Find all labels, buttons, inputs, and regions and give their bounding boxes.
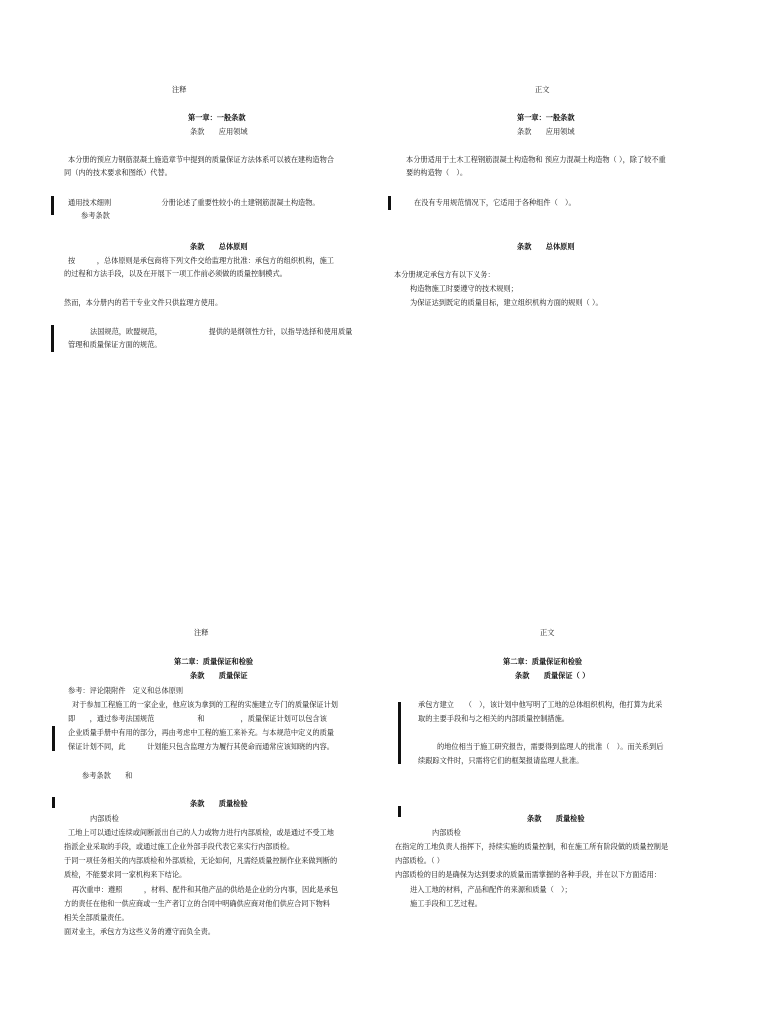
revision-bar bbox=[51, 325, 54, 352]
lower-left-para-3-line-2: 指派企业采取的手段，或通过施工企业外部手段代表它来实行内部质检。 bbox=[64, 842, 295, 851]
lower-right-para-2-line-1: 的地位相当于施工研究报告，需要得到监理人的批准（ ）。而关系到后 bbox=[437, 742, 664, 751]
revision-bar bbox=[52, 726, 55, 751]
lower-right-bullet-2: 施工手段和工艺过程。 bbox=[410, 899, 482, 908]
upper-right-header: 正文 bbox=[535, 85, 550, 94]
lower-right-para-3-line-2: 内部质检。（ ） bbox=[395, 856, 444, 865]
lower-right-sub-heading-internal-inspection: 内部质检 bbox=[432, 828, 461, 837]
upper-left-clause-general-principles: 条款 总体原则 bbox=[190, 242, 248, 251]
lower-right-para-3-line-1: 在指定的工地负责人指挥下，持续实施的质量控制，和在施工所有阶段做的质量控制是 bbox=[395, 842, 669, 851]
upper-left-para-5-line-1: 法国规范，欧盟规范， 提供的是纲领性方针，以指导选择和使用质量 bbox=[90, 327, 353, 336]
upper-left-para-1-line-1: 本分册的预应力钢筋混凝土施造章节中提到的质量保证方法体系可以被在建构造物合 bbox=[68, 155, 334, 164]
lower-right-bullet-1: 进入工地的材料，产品和配件的来源和质量（ ）； bbox=[410, 885, 572, 894]
lower-left-para-1-line-4: 保证计划不同，此 计划能只包含监理方为履行其使命而通常应该知晓的内容。 bbox=[68, 742, 334, 751]
upper-left-para-1-line-2: 同（内的技术要求和图纸）代替。 bbox=[64, 168, 172, 177]
lower-left-para-5-line-1: 再次重申：遵照 ，材料、配件和其他产品的供给是企业的分内事，因此是承包 bbox=[72, 885, 338, 894]
lower-left-header: 注释 bbox=[194, 628, 209, 637]
lower-left-reference-line: 参考：评论限附件 定义和总体原则 bbox=[68, 686, 184, 695]
upper-right-clause-application: 条款 应用领域 bbox=[517, 127, 575, 136]
revision-bar bbox=[388, 196, 391, 210]
upper-right-para-2: 在没有专用规范情况下，它适用于各种组件（ ）。 bbox=[414, 198, 576, 207]
revision-bar bbox=[398, 806, 401, 817]
upper-right-clause-general-principles: 条款 总体原则 bbox=[517, 242, 575, 251]
lower-left-chapter-title: 第二章：质量保证和检验 bbox=[174, 657, 254, 666]
lower-left-sub-heading-internal-inspection: 内部质检 bbox=[90, 814, 119, 823]
lower-right-para-1-line-2: 取的主要手段和与之相关的内部质量控制措施。 bbox=[418, 714, 569, 723]
lower-right-para-4: 内部质检的目的是确保为达到要求的质量而需掌握的各种手段，并在以下方面适用： bbox=[395, 870, 661, 879]
lower-right-para-2-line-2: 续跟踪文件时，只需将它们的框架报请监理人批准。 bbox=[418, 756, 584, 765]
upper-left-header: 注释 bbox=[172, 85, 187, 94]
upper-right-chapter-title: 第一章：一般条款 bbox=[517, 113, 575, 122]
lower-right-clause-quality-inspection: 条款 质量检验 bbox=[527, 814, 585, 823]
lower-left-clause-quality-assurance: 条款 质量保证 bbox=[190, 671, 248, 680]
upper-left-para-3-line-1: 按 ，总体原则是承包商将下列文件交给监理方批准：承包方的组织机构，施工 bbox=[68, 256, 334, 265]
upper-right-para-3-line-1: 本分册规定承包方有以下义务： bbox=[394, 270, 495, 279]
lower-left-para-4-line-2: 质检，不能要求同一家机构来下结论。 bbox=[64, 870, 187, 879]
lower-left-para-1-line-1: 对于参加工程施工的一家企业，他应该为拿到的工程的实施建立专门的质量保证计划 bbox=[72, 700, 338, 709]
lower-right-para-1-line-1: 承包方建立 （ ），该计划中他写明了工地的总体组织机构，他打算为此采 bbox=[418, 700, 663, 709]
lower-left-para-5-line-2: 方的责任在他和一供应商或一生产者订立的合同中明确供应商对他们供应合同下物料 bbox=[64, 899, 330, 908]
upper-right-para-1-line-1: 本分册适用于土木工程钢筋混凝土构造物和 预应力混凝土构造物（ ），除了较不重 bbox=[406, 155, 666, 164]
revision-bar bbox=[51, 196, 54, 215]
revision-bar bbox=[52, 797, 55, 808]
lower-right-clause-quality-assurance: 条款 质量保证（ ） bbox=[515, 671, 590, 680]
upper-left-para-4: 然而，本分册内的若干专业文件只供监理方使用。 bbox=[64, 298, 223, 307]
upper-left-para-5-line-2: 管理和质量保证方面的规范。 bbox=[68, 340, 162, 349]
upper-left-para-3-line-2: 的过程和方法手段，以及在开展下一项工作前必须做的质量控制模式。 bbox=[64, 269, 287, 278]
lower-right-chapter-title: 第二章：质量保证和检验 bbox=[503, 657, 583, 666]
lower-left-para-2: 参考条款 和 bbox=[82, 771, 133, 780]
lower-left-para-4-line-1: 于同一项任务相关的内部质检和外部质检，无论如何，凡需经质量控制作业来做判断的 bbox=[64, 856, 338, 865]
upper-left-chapter-title: 第一章：一般条款 bbox=[188, 113, 246, 122]
upper-right-para-3-line-3: 为保证达到既定的质量目标，建立组织机构方面的规则（ ）。 bbox=[410, 298, 603, 307]
lower-left-para-3-line-1: 工地上可以通过连续或间断派出自己的人力或物力进行内部质检，或是通过不受工地 bbox=[68, 828, 334, 837]
upper-right-para-3-line-2: 构造物施工时要遵守的技术规则； bbox=[410, 284, 518, 293]
upper-left-para-2-line-1: 通用技术细则 分册论述了重要性较小的土建钢筋混凝土构造物。 bbox=[68, 198, 320, 207]
revision-bar bbox=[398, 702, 401, 764]
lower-left-para-1-line-2: 即 ，通过参考法国规范 和 ，质量保证计划可以包含该 bbox=[68, 714, 327, 723]
lower-right-header: 正文 bbox=[540, 628, 555, 637]
upper-left-clause-application: 条款 应用领域 bbox=[190, 127, 248, 136]
upper-left-para-2-line-2: 参考条款 bbox=[81, 211, 110, 220]
upper-right-para-1-line-2: 要的构造物（ ）。 bbox=[406, 168, 468, 177]
lower-left-para-5-line-3: 相关全部质量责任。 bbox=[64, 913, 129, 922]
lower-left-para-6: 面对业主，承包方为这些义务的遵守而负全责。 bbox=[64, 927, 215, 936]
lower-left-para-1-line-3: 企业质量手册中有用的部分，再由考虑中工程的施工来补充。与本规范中定义的质量 bbox=[68, 728, 334, 737]
lower-left-clause-quality-inspection: 条款 质量检验 bbox=[190, 799, 248, 808]
